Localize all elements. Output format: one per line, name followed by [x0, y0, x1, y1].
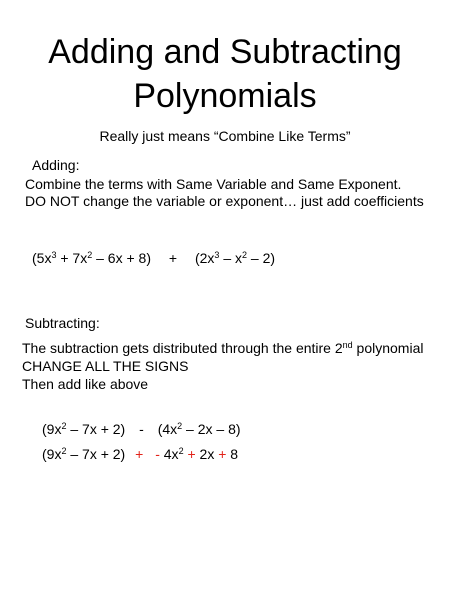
adding-example — [32, 249, 275, 267]
red-plus-sign: + — [218, 446, 227, 462]
expr-part: – 2x – 8) — [182, 421, 241, 437]
adding-heading: Adding: — [32, 157, 80, 173]
expr-part: (2x — [194, 250, 215, 266]
expr-part: – 6x + 8) — [92, 250, 151, 266]
exponent: 2 — [178, 446, 184, 456]
expr-part: (9x — [42, 421, 62, 437]
title-line-2: Polynomials — [133, 77, 317, 115]
adding-rule-line-1: Combine the terms with Same Variable and Same Exponent. — [25, 176, 402, 192]
subtracting-rule-line-3: Then add like above — [22, 376, 149, 392]
exponent: 2 — [242, 250, 248, 260]
subtracting-rule-line-2: CHANGE ALL THE SIGNS — [22, 358, 189, 374]
minus-operator: - — [139, 421, 144, 437]
expr-part: – 2) — [247, 250, 276, 266]
red-plus-sign: + — [187, 446, 196, 462]
subtitle: Really just means “Combine Like Terms” — [99, 128, 351, 144]
expr-part: (4x — [157, 421, 178, 437]
rule-text: polynomial — [352, 340, 424, 356]
subtracting-rule-line-1 — [22, 339, 423, 357]
red-plus-sign: + — [135, 446, 144, 462]
expr-part: 2x — [195, 446, 219, 462]
expr-part: 4x — [159, 446, 179, 462]
exponent: 2 — [87, 250, 93, 260]
ordinal-suffix: nd — [342, 340, 353, 350]
plus-operator: + — [168, 250, 178, 266]
title-line-1: Adding and Subtracting — [48, 33, 402, 71]
expr-part: + 7x — [56, 250, 88, 266]
red-minus-sign: - — [155, 446, 160, 462]
subtracting-heading: Subtracting: — [25, 315, 100, 331]
subtracting-example — [42, 420, 241, 438]
exponent: 2 — [177, 421, 183, 431]
rule-text: The subtraction gets distributed through the entire 2 — [22, 340, 343, 356]
adding-rule-line-2: DO NOT change the variable or exponent… just add coefficients — [25, 193, 424, 209]
exponent: 3 — [214, 250, 220, 260]
expr-part: (9x — [42, 446, 62, 462]
expr-part: – 7x + 2) — [66, 446, 126, 462]
subtracting-example-rewritten — [42, 445, 238, 463]
exponent: 3 — [51, 250, 57, 260]
expr-part: 8 — [226, 446, 239, 462]
expr-part: – x — [219, 250, 243, 266]
expr-part: (5x — [32, 250, 52, 266]
expr-part: – 7x + 2) — [66, 421, 126, 437]
exponent: 2 — [61, 446, 67, 456]
slide-title — [0, 30, 450, 118]
exponent: 2 — [61, 421, 67, 431]
